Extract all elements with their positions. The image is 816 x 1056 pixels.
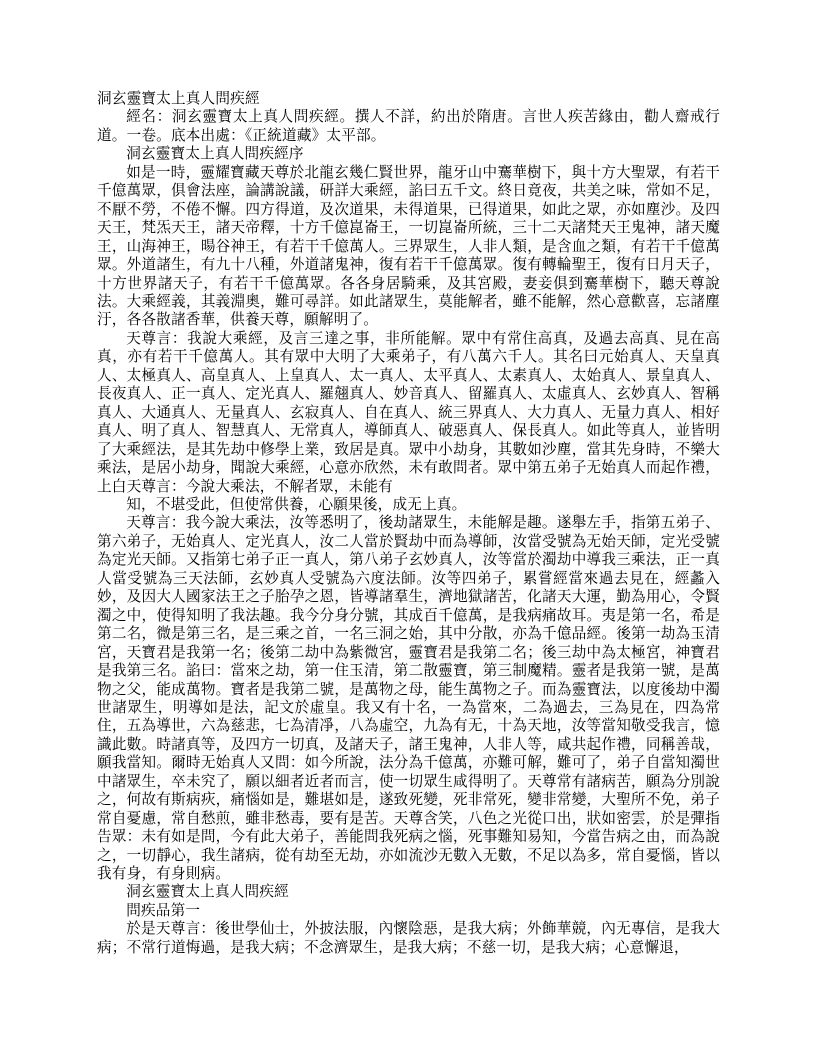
bibliographic-note: 經名：洞玄靈寶太上真人問疾經。撰人不詳，約出於隋唐。言世人疾苦緣由，勸人齋戒行道。一卷。底本出處：《正統道藏》太平部。 — [97, 109, 720, 144]
preface-paragraph: 如是一時，靈耀寶藏天尊於北龍玄幾仁賢世界，龍牙山中騫華樹下，與十方大聖眾，有若干千億萬眾，俱會法座，論講說議，研詳大乘經，諂曰五千文。終日竟夜，共美之味，常如不足，不厭不勞，不倦不懈。四方得道，及次道果，未得道果，已得道果，如此之眾，亦如塵沙。及四天王，梵炁天王，諸天帝釋，十方千億崑崙王，一切崑崙所統，三十二天諸梵天王鬼神，諸天魔王，山海神王，暘谷神王，有若干千億萬人。三界眾生，人非人類，是含血之類，有若干千億萬眾。外道諸生，有九十八種，外道諸鬼神，復有若干千億萬眾。復有轉輪聖王，復有日月天子，十方世界諸天子，有若干千億萬眾。各各身居騎乘，及其宮殿，妻妾俱到騫華樹下，聽天尊說法。大乘經義，其義淵奧，難可尋詳。如此諸眾生，莫能解者，雖不能解，然心意歡喜，忘諸塵汙，各各散諸香華，供養天尊，願解明了。 — [97, 164, 720, 329]
text-content — [97, 90, 720, 957]
scripture-title-repeat: 洞玄靈寶太上真人問疾經 — [126, 884, 289, 901]
tianzun-speech-2: 天尊言：我今說大乘法，汝等悉明了，後劫諸眾生，未能解是趣。遂舉左手，指第五弟子、第六弟子，无始真人、定光真人，汝二人當於賢劫中而為導師，汝當受號為无始天師，定光受號為定光天師。又指第七弟子正一真人，第八弟子玄妙真人，汝等當於濁劫中導我三乘法，正一真人當受號為三天法師，玄妙真人受號為六度法師。汝等四弟子，累嘗經當來過去見在，經蠡入妙，及因大人國家法王之子胎孕之恩，皆導諸羣生，濟地獄諸苦，化諸天大運，勤為用心，令賢濁之中，使得知明了我法趣。我今分身分號，其成百千億萬，是我病痛故耳。夷是第一名，希是第二名，微是第三名，是三乘之首，一名三洞之始，其中分散，亦為千億品經。後第一劫為玉清宮，天寶君是我第一名；後第二劫中為紫微宮，靈寶君是我第二名；後三劫中為太極宮，神寶君是我第三名。諂曰：當來之劫，第一住玉清，第二散靈寶，第三制魔精。靈者是我第一號，是萬物之父，能成萬物。寶者是我第二號，是萬物之母，能生萬物之子。而為靈寶法，以度後劫中濁世諸眾生，明導如是法，記文於虛皇。我又有十名，一為當來，二為過去，三為見在，四為常住，五為導世，六為慈悲，七為清凈，八為虛空，九為有无，十為天地，汝等當知敬受我言，憶識此數。時諸真等，及四方一切真，及諸天子，諸王鬼神，人非人等，咸共起作禮，同稱善哉，願我當知。爾時无始真人又問：如今所說，法分為千億萬，亦難可解，難可了，弟子自當知濁世中諸眾生，卒未究了，願以細者近者而言，使一切眾生咸得明了。天尊常有諸病苦，願為分別說之，何故有斯病疢，痛惱如是，難堪如是，遂致死變，死非常死，變非常變，大聖所不免，弟子常自憂慮，常自愁煎，雖非愁毒，要有是苦。天尊含笑，八色之光從口出，狀如密雲，於是彈指告眾：未有如是問，今有此大弟子，善能問我死病之惱，死事難知易知，今當告病之由，而為說之，一切靜心，我生諸病，從有劫至无劫，亦如流沙无數入无數，不足以為多，常自憂惱，皆以我有身，有身則病。 — [97, 515, 720, 883]
chapter-one-paragraph: 於是天尊言：後世學仙士，外披法服，內懷陰惡，是我大病；外飾華競，內无專信，是我大病；不常行道悔過，是我大病；不念濟眾生，是我大病；不慈一切，是我大病；心意懈退， — [97, 921, 720, 956]
preface-heading: 洞玄靈寶太上真人問疾經序 — [126, 146, 304, 163]
main-title: 洞玄靈寶太上真人問疾經 — [97, 91, 260, 107]
chapter-heading: 問疾品第一 — [126, 902, 201, 919]
tianzun-speech-1: 天尊言：我說大乘經，及言三達之事，非所能解。眾中有常住高真，及過去高真、見在高真，亦有若干千億萬人。其有眾中大明了大乘弟子，有八萬六千人。其名曰元始真人、天皇真人、太極真人、高皇真人、上皇真人、太一真人、太平真人、太素真人、太始真人、景皇真人、長夜真人、正一真人、定光真人、羅翹真人、妙音真人、留羅真人、太虛真人、玄妙真人、智稱真人、大通真人、无量真人、玄寂真人、自在真人、統三界真人、大力真人、无量力真人、相好真人、明了真人、智慧真人、无常真人，導師真人、破惡真人、保長真人。如此等真人，並皆明了大乘經法，是其先劫中修學上業，致居是真。眾中小劫身，其數如沙塵，當其先身時，不樂大乘法，是居小劫身，聞說大乘經，心意亦欣然，未有敢問者。眾中第五弟子无始真人而起作禮，上白天尊言：今說大乘法，不解者眾，未能有 — [97, 330, 720, 495]
continuation-line: 知，不堪受此，但使常供養，心願果後，成无上真。 — [126, 496, 467, 513]
